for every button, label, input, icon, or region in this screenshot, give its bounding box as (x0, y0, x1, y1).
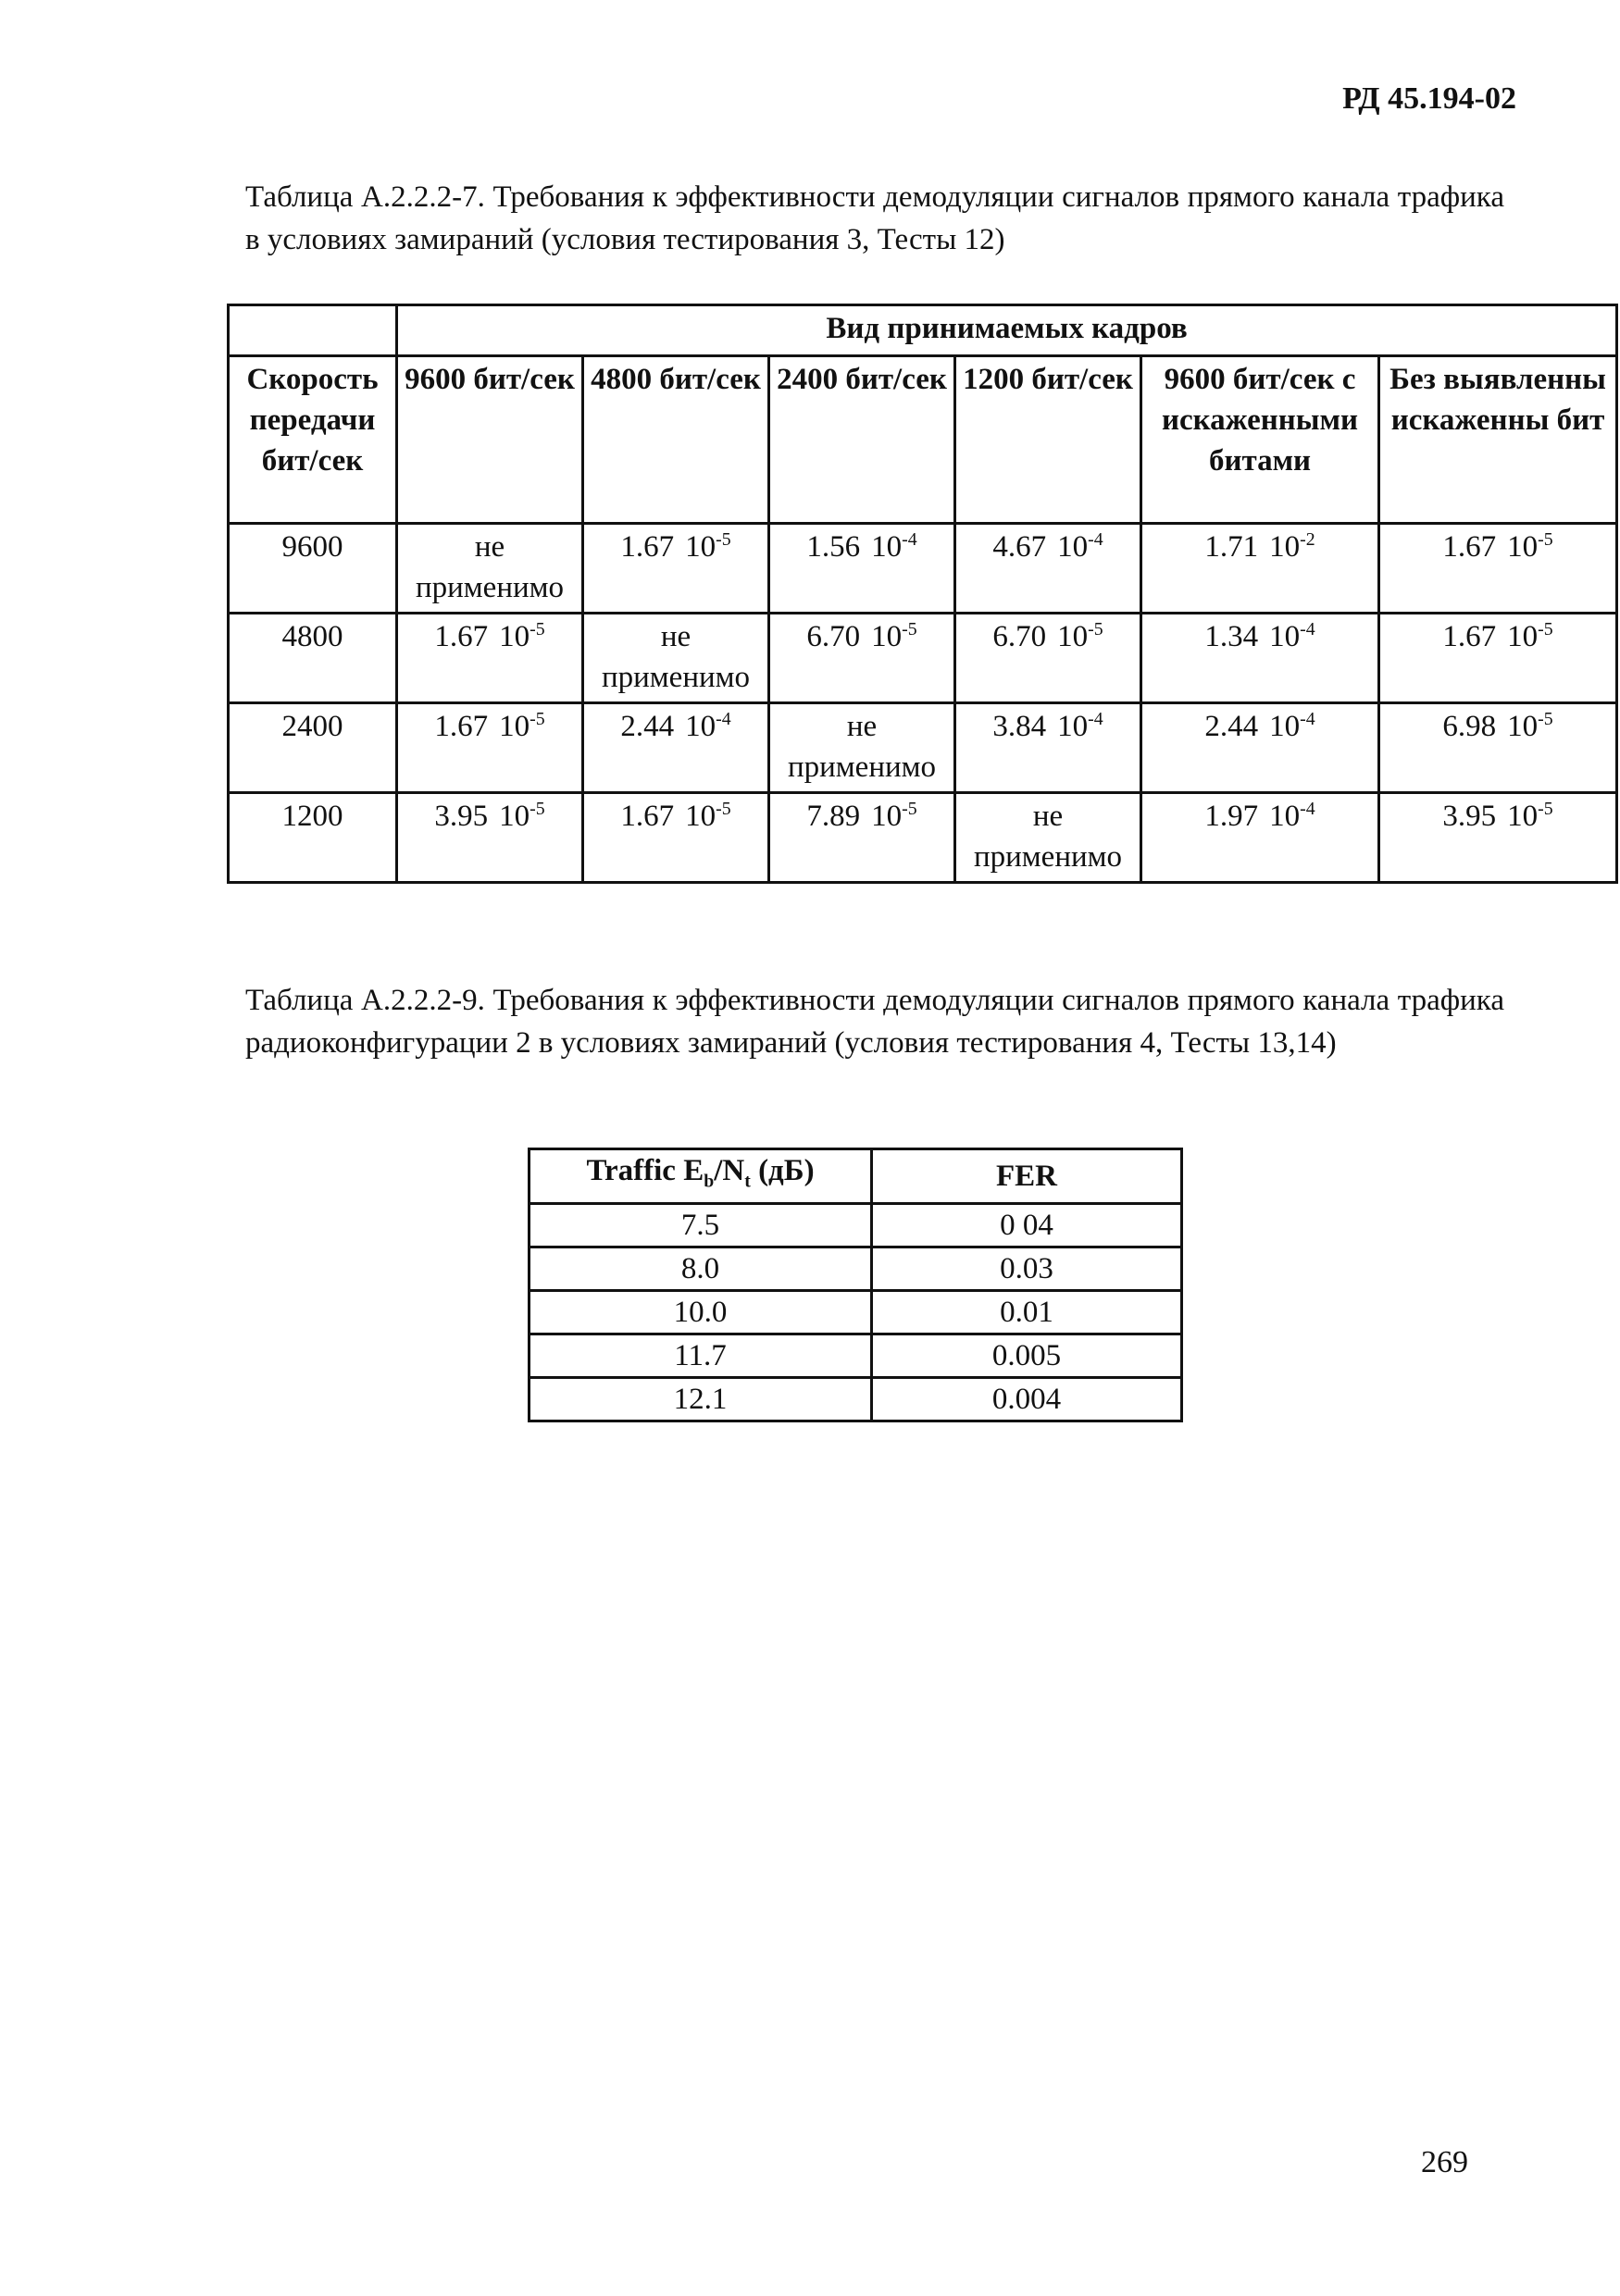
mantissa: 3.95 (1442, 800, 1497, 833)
table2-caption: Таблица А.2.2.2-9. Требования к эффективности демодуляции сигналов прямого канала трафика радиоконфигурации 2 в условиях замираний (условия тестирования 4, Тесты 13,14) (245, 984, 1504, 1060)
exponent: -5 (530, 709, 545, 729)
table-row (229, 703, 1617, 793)
mantissa: 1.34 (1204, 620, 1259, 653)
table-row (229, 793, 1617, 883)
mantissa: 1.67 (434, 710, 489, 743)
exponent-base: 10 (1507, 620, 1539, 653)
exponent: -4 (1088, 709, 1103, 729)
table2 (528, 1148, 1183, 1422)
table1-group-header: Вид принимаемых кадров (397, 305, 1617, 356)
table-row (229, 524, 1617, 614)
value-cell (1379, 793, 1617, 883)
value-cell (397, 703, 583, 793)
mantissa: 2.44 (620, 710, 675, 743)
value-cell (1141, 524, 1379, 614)
exponent-base: 10 (1269, 800, 1301, 833)
exponent: -5 (1538, 619, 1553, 639)
exponent-base: 10 (1269, 620, 1301, 653)
rate-cell: 2400 (229, 703, 397, 793)
fer-value-cell: 0.03 (872, 1247, 1182, 1290)
value-cell (583, 524, 769, 614)
rate-cell: 1200 (229, 793, 397, 883)
value-cell (955, 524, 1141, 614)
fer-value-cell: 0 04 (872, 1203, 1182, 1247)
mantissa: 3.95 (434, 800, 489, 833)
mantissa: 1.67 (1442, 530, 1497, 564)
exponent: -5 (1538, 709, 1553, 729)
traffic-value-cell: 7.5 (530, 1203, 872, 1247)
exponent-base: 10 (1057, 710, 1089, 743)
value-cell (1379, 703, 1617, 793)
value-cell (1141, 703, 1379, 793)
exponent-base: 10 (685, 530, 717, 564)
value-cell (397, 614, 583, 703)
value-cell (769, 614, 955, 703)
table-row (530, 1247, 1182, 1290)
fer-value-cell: 0.004 (872, 1377, 1182, 1421)
value-cell (955, 614, 1141, 703)
table1-row-header: Скорость передачи бит/сек (229, 356, 397, 524)
exponent-base: 10 (1057, 620, 1089, 653)
exponent-base: 10 (499, 620, 530, 653)
exponent-base: 10 (871, 530, 903, 564)
value-cell: не применимо (397, 524, 583, 614)
exponent-base: 10 (1057, 530, 1089, 564)
table-row (229, 614, 1617, 703)
mantissa: 1.56 (806, 530, 861, 564)
table-row (530, 1203, 1182, 1247)
exponent: -4 (1088, 529, 1103, 550)
table2-container (528, 1148, 1183, 1422)
rate-cell: 4800 (229, 614, 397, 703)
value-cell: не применимо (583, 614, 769, 703)
mantissa: 7.89 (806, 800, 861, 833)
value-cell (1379, 614, 1617, 703)
mantissa: 1.97 (1204, 800, 1259, 833)
table1-column-header: 4800 бит/сек (583, 356, 769, 524)
value-cell (955, 703, 1141, 793)
table-row (530, 1377, 1182, 1421)
table1-caption: Таблица А.2.2.2-7. Требования к эффективности демодуляции сигналов прямого канала трафика в условиях замираний (условия тестирования 3, Тесты 12) (245, 180, 1504, 256)
document-code: РД 45.194-02 (1342, 81, 1516, 116)
exponent: -5 (1538, 529, 1553, 550)
mantissa: 6.98 (1442, 710, 1497, 743)
table1-column-header: 1200 бит/сек (955, 356, 1141, 524)
exponent: -5 (1538, 799, 1553, 819)
exponent-base: 10 (1507, 800, 1539, 833)
table1-column-header: 9600 бит/сек (397, 356, 583, 524)
table1-column-header: 2400 бит/сек (769, 356, 955, 524)
exponent: -5 (716, 799, 731, 819)
traffic-value-cell: 12.1 (530, 1377, 872, 1421)
fer-value-cell: 0.005 (872, 1334, 1182, 1377)
value-cell (583, 703, 769, 793)
mantissa: 1.67 (1442, 620, 1497, 653)
value-cell (769, 793, 955, 883)
traffic-value-cell: 11.7 (530, 1334, 872, 1377)
exponent-base: 10 (871, 800, 903, 833)
exponent: -5 (902, 799, 917, 819)
mantissa: 4.67 (992, 530, 1047, 564)
table1-column-header: 9600 бит/сек с искаженными битами (1141, 356, 1379, 524)
page-number: 269 (1421, 2145, 1468, 2179)
exponent: -4 (902, 529, 917, 550)
exponent: -5 (530, 619, 545, 639)
exponent-base: 10 (1269, 530, 1301, 564)
exponent-base: 10 (685, 800, 717, 833)
exponent: -4 (1300, 709, 1315, 729)
fer-value-cell: 0.01 (872, 1290, 1182, 1334)
value-cell (1379, 524, 1617, 614)
exponent: -4 (716, 709, 731, 729)
exponent: -5 (1088, 619, 1103, 639)
exponent: -5 (716, 529, 731, 550)
exponent-base: 10 (1507, 710, 1539, 743)
value-cell: не применимо (769, 703, 955, 793)
mantissa: 6.70 (806, 620, 861, 653)
table2-header-traffic (530, 1149, 872, 1204)
exponent-base: 10 (685, 710, 717, 743)
mantissa: 1.67 (620, 530, 675, 564)
exponent-base: 10 (871, 620, 903, 653)
exponent-base: 10 (1507, 530, 1539, 564)
table1-column-header: Без выявленны искаженны бит (1379, 356, 1617, 524)
table-row (530, 1334, 1182, 1377)
exponent: -2 (1300, 529, 1315, 550)
mantissa: 1.67 (620, 800, 675, 833)
exponent: -4 (1300, 799, 1315, 819)
table-row (530, 1290, 1182, 1334)
mantissa: 1.71 (1204, 530, 1259, 564)
table1-container (227, 304, 1606, 892)
rate-cell: 9600 (229, 524, 397, 614)
exponent: -4 (1300, 619, 1315, 639)
value-cell (769, 524, 955, 614)
table2-header-traffic-text: Traffic $E_b/N_t$ (дБ) (586, 1154, 815, 1192)
value-cell (583, 793, 769, 883)
table1 (227, 304, 1618, 884)
traffic-value-cell: 10.0 (530, 1290, 872, 1334)
mantissa: 2.44 (1204, 710, 1259, 743)
value-cell (1141, 793, 1379, 883)
exponent-base: 10 (499, 710, 530, 743)
exponent: -5 (530, 799, 545, 819)
value-cell: не применимо (955, 793, 1141, 883)
table1-corner-cell (229, 305, 397, 356)
exponent-base: 10 (1269, 710, 1301, 743)
mantissa: 1.67 (434, 620, 489, 653)
mantissa: 6.70 (992, 620, 1047, 653)
exponent: -5 (902, 619, 917, 639)
traffic-value-cell: 8.0 (530, 1247, 872, 1290)
value-cell (397, 793, 583, 883)
mantissa: 3.84 (992, 710, 1047, 743)
table2-header-fer: FER (872, 1149, 1182, 1204)
value-cell (1141, 614, 1379, 703)
exponent-base: 10 (499, 800, 530, 833)
